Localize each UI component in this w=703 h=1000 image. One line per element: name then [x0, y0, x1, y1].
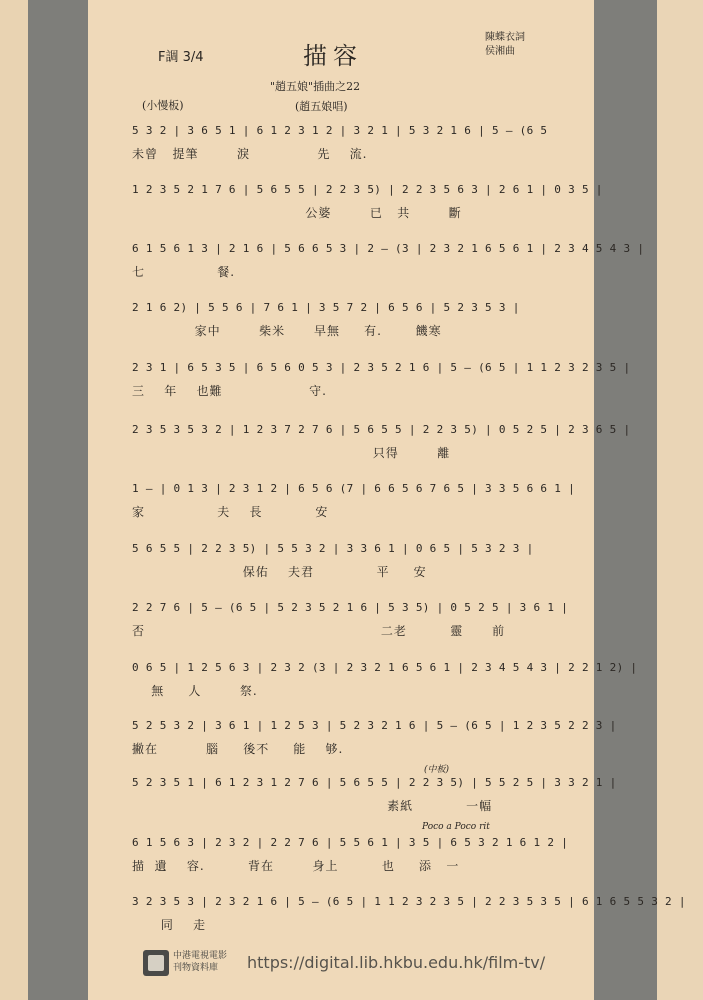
- notation-line: 5 2 3 5 1 | 6 1 2 3 1 2 7 6 | 5 6 5 5 | 2 2 3 5) | 5 5 2 5 | 3 3 2 1 |: [132, 776, 617, 789]
- right-grey-band: [594, 0, 657, 1000]
- lyric-line: 三 年 也難 守.: [132, 384, 327, 398]
- notation-line: 1 2 3 5 2 1 7 6 | 5 6 5 5 | 2 2 3 5) | 2 2 3 5 6 3 | 2 6 1 | 0 3 5 |: [132, 183, 603, 196]
- notation-line: 6 1 5 6 1 3 | 2 1 6 | 5 6 6 5 3 | 2 — (3 | 2 3 2 1 6 5 6 1 | 2 3 4 5 4 3 |: [132, 242, 645, 255]
- credits: [485, 31, 525, 59]
- notation-line: 2 3 1 | 6 5 3 5 | 6 5 6 0 5 3 | 2 3 5 2 1 6 | 5 — (6 5 | 1 1 2 3 2 3 5 |: [132, 361, 631, 374]
- lyric-line: 無 人 祭.: [132, 684, 258, 698]
- library-logo-icon: [143, 950, 169, 976]
- lyric-line: 否 二老 靈 前: [132, 624, 506, 638]
- key-signature: F調 3/4: [158, 50, 204, 65]
- watermark-footer: [143, 948, 563, 978]
- notation-line: 6 1 5 6 3 | 2 3 2 | 2 2 7 6 | 5 5 6 1 | 3 5 | 6 5 3 2 1 6 1 2 |: [132, 836, 569, 849]
- notation-line: 0 6 5 | 1 2 5 6 3 | 2 3 2 (3 | 2 3 2 1 6 5 6 1 | 2 3 4 5 4 3 | 2 2 1 2) |: [132, 661, 638, 674]
- library-url-link[interactable]: https://digital.lib.hkbu.edu.hk/film-tv/: [247, 953, 546, 972]
- lyric-line: 只得 離: [132, 446, 451, 460]
- notation-line: 1 — | 0 1 3 | 2 3 1 2 | 6 5 6 (7 | 6 6 5 6 7 6 5 | 3 3 5 6 6 1 |: [132, 482, 576, 495]
- page-edge-left: [0, 0, 28, 1000]
- lyric-line: 描 遺 容. 背在 身上 也 添 一: [132, 859, 460, 873]
- notation-line: 5 3 2 | 3 6 5 1 | 6 1 2 3 1 2 | 3 2 1 | 5 3 2 1 6 | 5 — (6 5: [132, 124, 548, 137]
- left-grey-band: [28, 0, 88, 1000]
- lyricist: 陳蝶衣詞: [485, 32, 525, 43]
- notation-line: 3 2 3 5 3 | 2 3 2 1 6 | 5 — (6 5 | 1 1 2 3 2 3 5 | 2 2 3 5 3 5 | 6 1 6 5 5 3 2 |: [132, 895, 686, 908]
- song-title: 描容: [303, 42, 363, 70]
- library-name: 中港電視電影 刊物資料庫: [173, 951, 228, 973]
- lyric-line: 家 夫 長 安: [132, 505, 329, 519]
- notation-line: 5 2 5 3 2 | 3 6 1 | 1 2 5 3 | 5 2 3 2 1 6 | 5 — (6 5 | 1 2 3 5 2 2 3 |: [132, 719, 617, 732]
- tempo-mark: (小慢板): [142, 99, 184, 112]
- singer-note: (趙五娘唱): [295, 100, 348, 113]
- lyric-line: 撇在 腦 後不 能 够.: [132, 742, 344, 756]
- page-edge-right: [657, 0, 703, 1000]
- lyric-line: 公婆 已 共 斷: [132, 206, 462, 220]
- lyric-line: 七 餐.: [132, 265, 236, 279]
- lyric-line: 保佑 夫君 平 安: [132, 565, 427, 579]
- lyric-line: 家中 柴米 早無 有. 饑寒: [132, 324, 442, 338]
- composer: 侯湘曲: [485, 46, 515, 57]
- notation-line: 2 1 6 2) | 5 5 6 | 7 6 1 | 3 5 7 2 | 6 5 6 | 5 2 3 5 3 |: [132, 301, 520, 314]
- notation-line: 2 2 7 6 | 5 — (6 5 | 5 2 3 5 2 1 6 | 5 3 5) | 0 5 2 5 | 3 6 1 |: [132, 601, 569, 614]
- lyric-line: 同 走: [132, 918, 207, 932]
- lyric-line: 未曾 提筆 淚 先 流.: [132, 147, 368, 161]
- notation-line: 2 3 5 3 5 3 2 | 1 2 3 7 2 7 6 | 5 6 5 5 | 2 2 3 5) | 0 5 2 5 | 2 3 6 5 |: [132, 423, 631, 436]
- notation-line: 5 6 5 5 | 2 2 3 5) | 5 5 3 2 | 3 3 6 1 | 0 6 5 | 5 3 2 3 |: [132, 542, 534, 555]
- lyric-line: 素紙 一幅: [132, 799, 493, 813]
- poco-rit-mark: Poco a Poco rit: [422, 822, 490, 832]
- middle-tempo-mark: (中板): [424, 765, 450, 775]
- song-subtitle: "趙五娘"插曲之22: [270, 80, 361, 93]
